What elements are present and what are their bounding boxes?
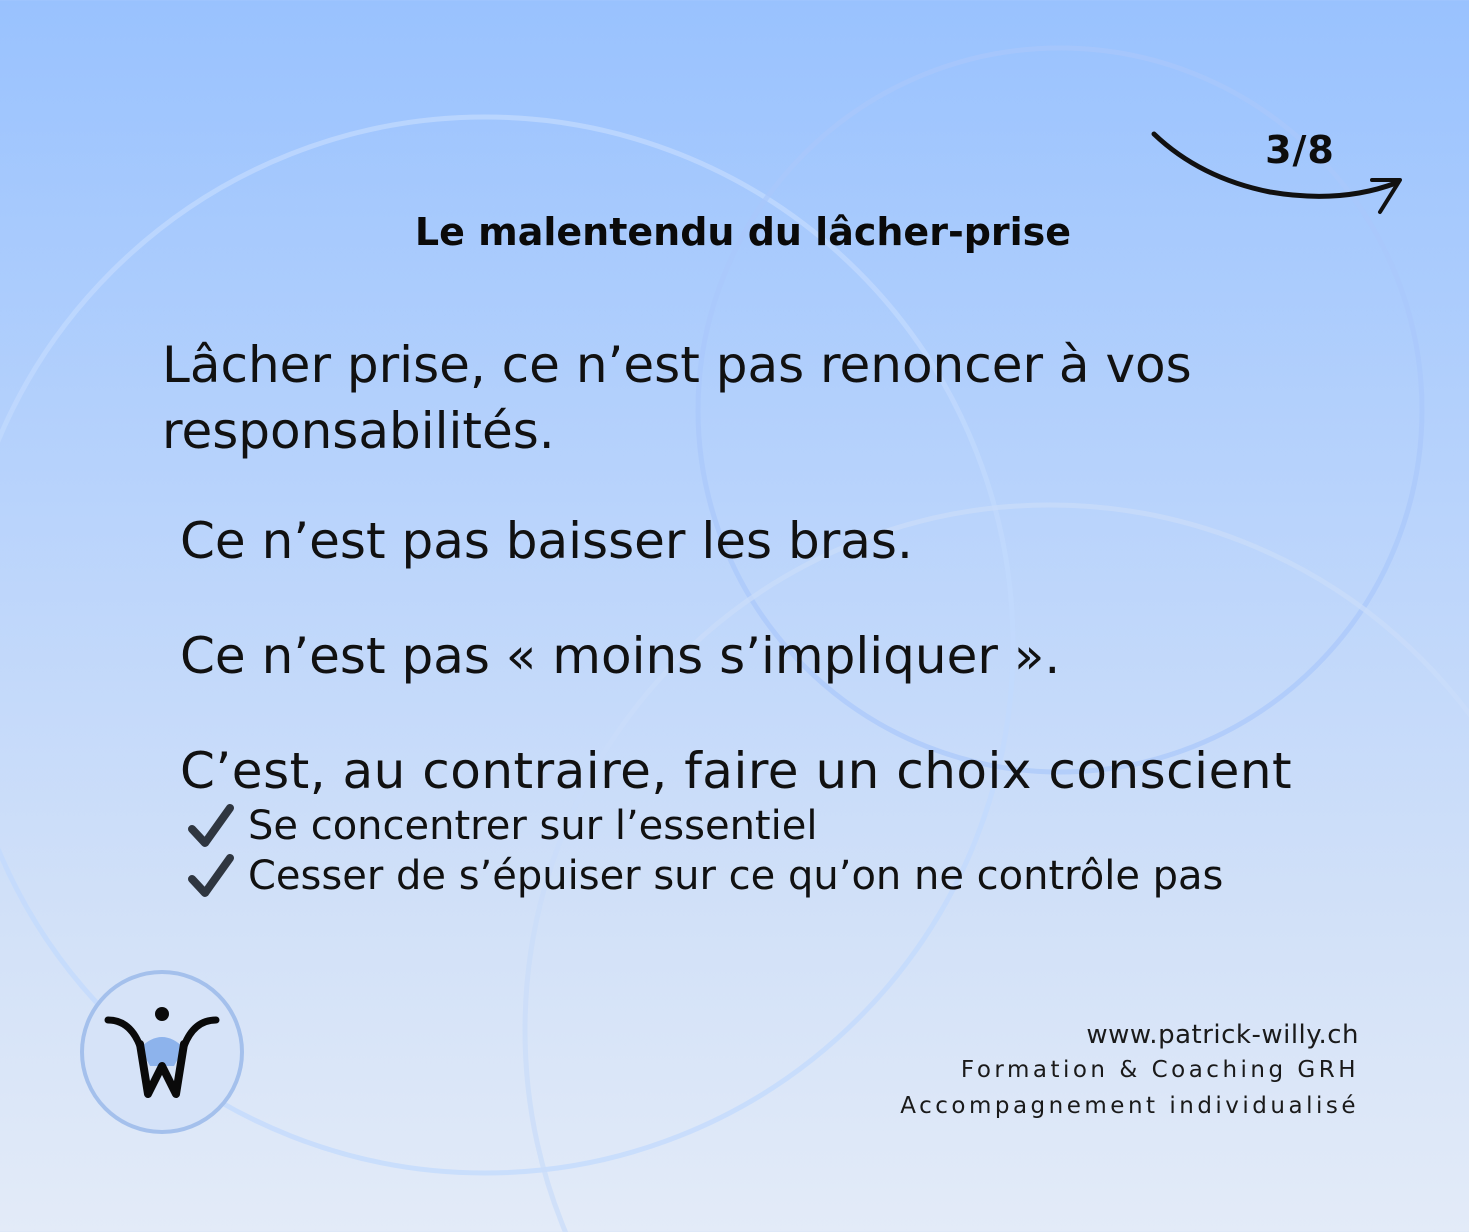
statement-line: Ce n’est pas baisser les bras. bbox=[180, 512, 913, 570]
checklist-item bbox=[186, 852, 1223, 900]
intro-paragraph: Lâcher prise, ce n’est pas renoncer à vos responsabilités. bbox=[162, 336, 1192, 460]
logo-icon bbox=[78, 968, 246, 1136]
checklist-item-text: Se concentrer sur l’essentiel bbox=[248, 803, 818, 849]
page-title: Le malentendu du lâcher-prise bbox=[414, 210, 1072, 254]
footer bbox=[900, 1018, 1359, 1124]
statement-line: C’est, au contraire, faire un choix conscient bbox=[180, 742, 1293, 800]
statement-line: Ce n’est pas « moins s’impliquer ». bbox=[180, 627, 1061, 685]
checklist-item bbox=[186, 802, 817, 850]
page-counter: 3/8 bbox=[1265, 128, 1335, 172]
footer-tagline: Accompagnement individualisé bbox=[900, 1093, 1359, 1119]
checklist-item-text: Cesser de s’épuiser sur ce qu’on ne contrôle pas bbox=[248, 853, 1224, 899]
checkmark-icon bbox=[186, 853, 236, 899]
website-link[interactable]: www.patrick-willy.ch bbox=[1086, 1020, 1359, 1050]
footer-tagline: Formation & Coaching GRH bbox=[960, 1057, 1359, 1083]
checkmark-icon bbox=[186, 803, 236, 849]
arrow-right-icon[interactable] bbox=[1150, 128, 1410, 223]
